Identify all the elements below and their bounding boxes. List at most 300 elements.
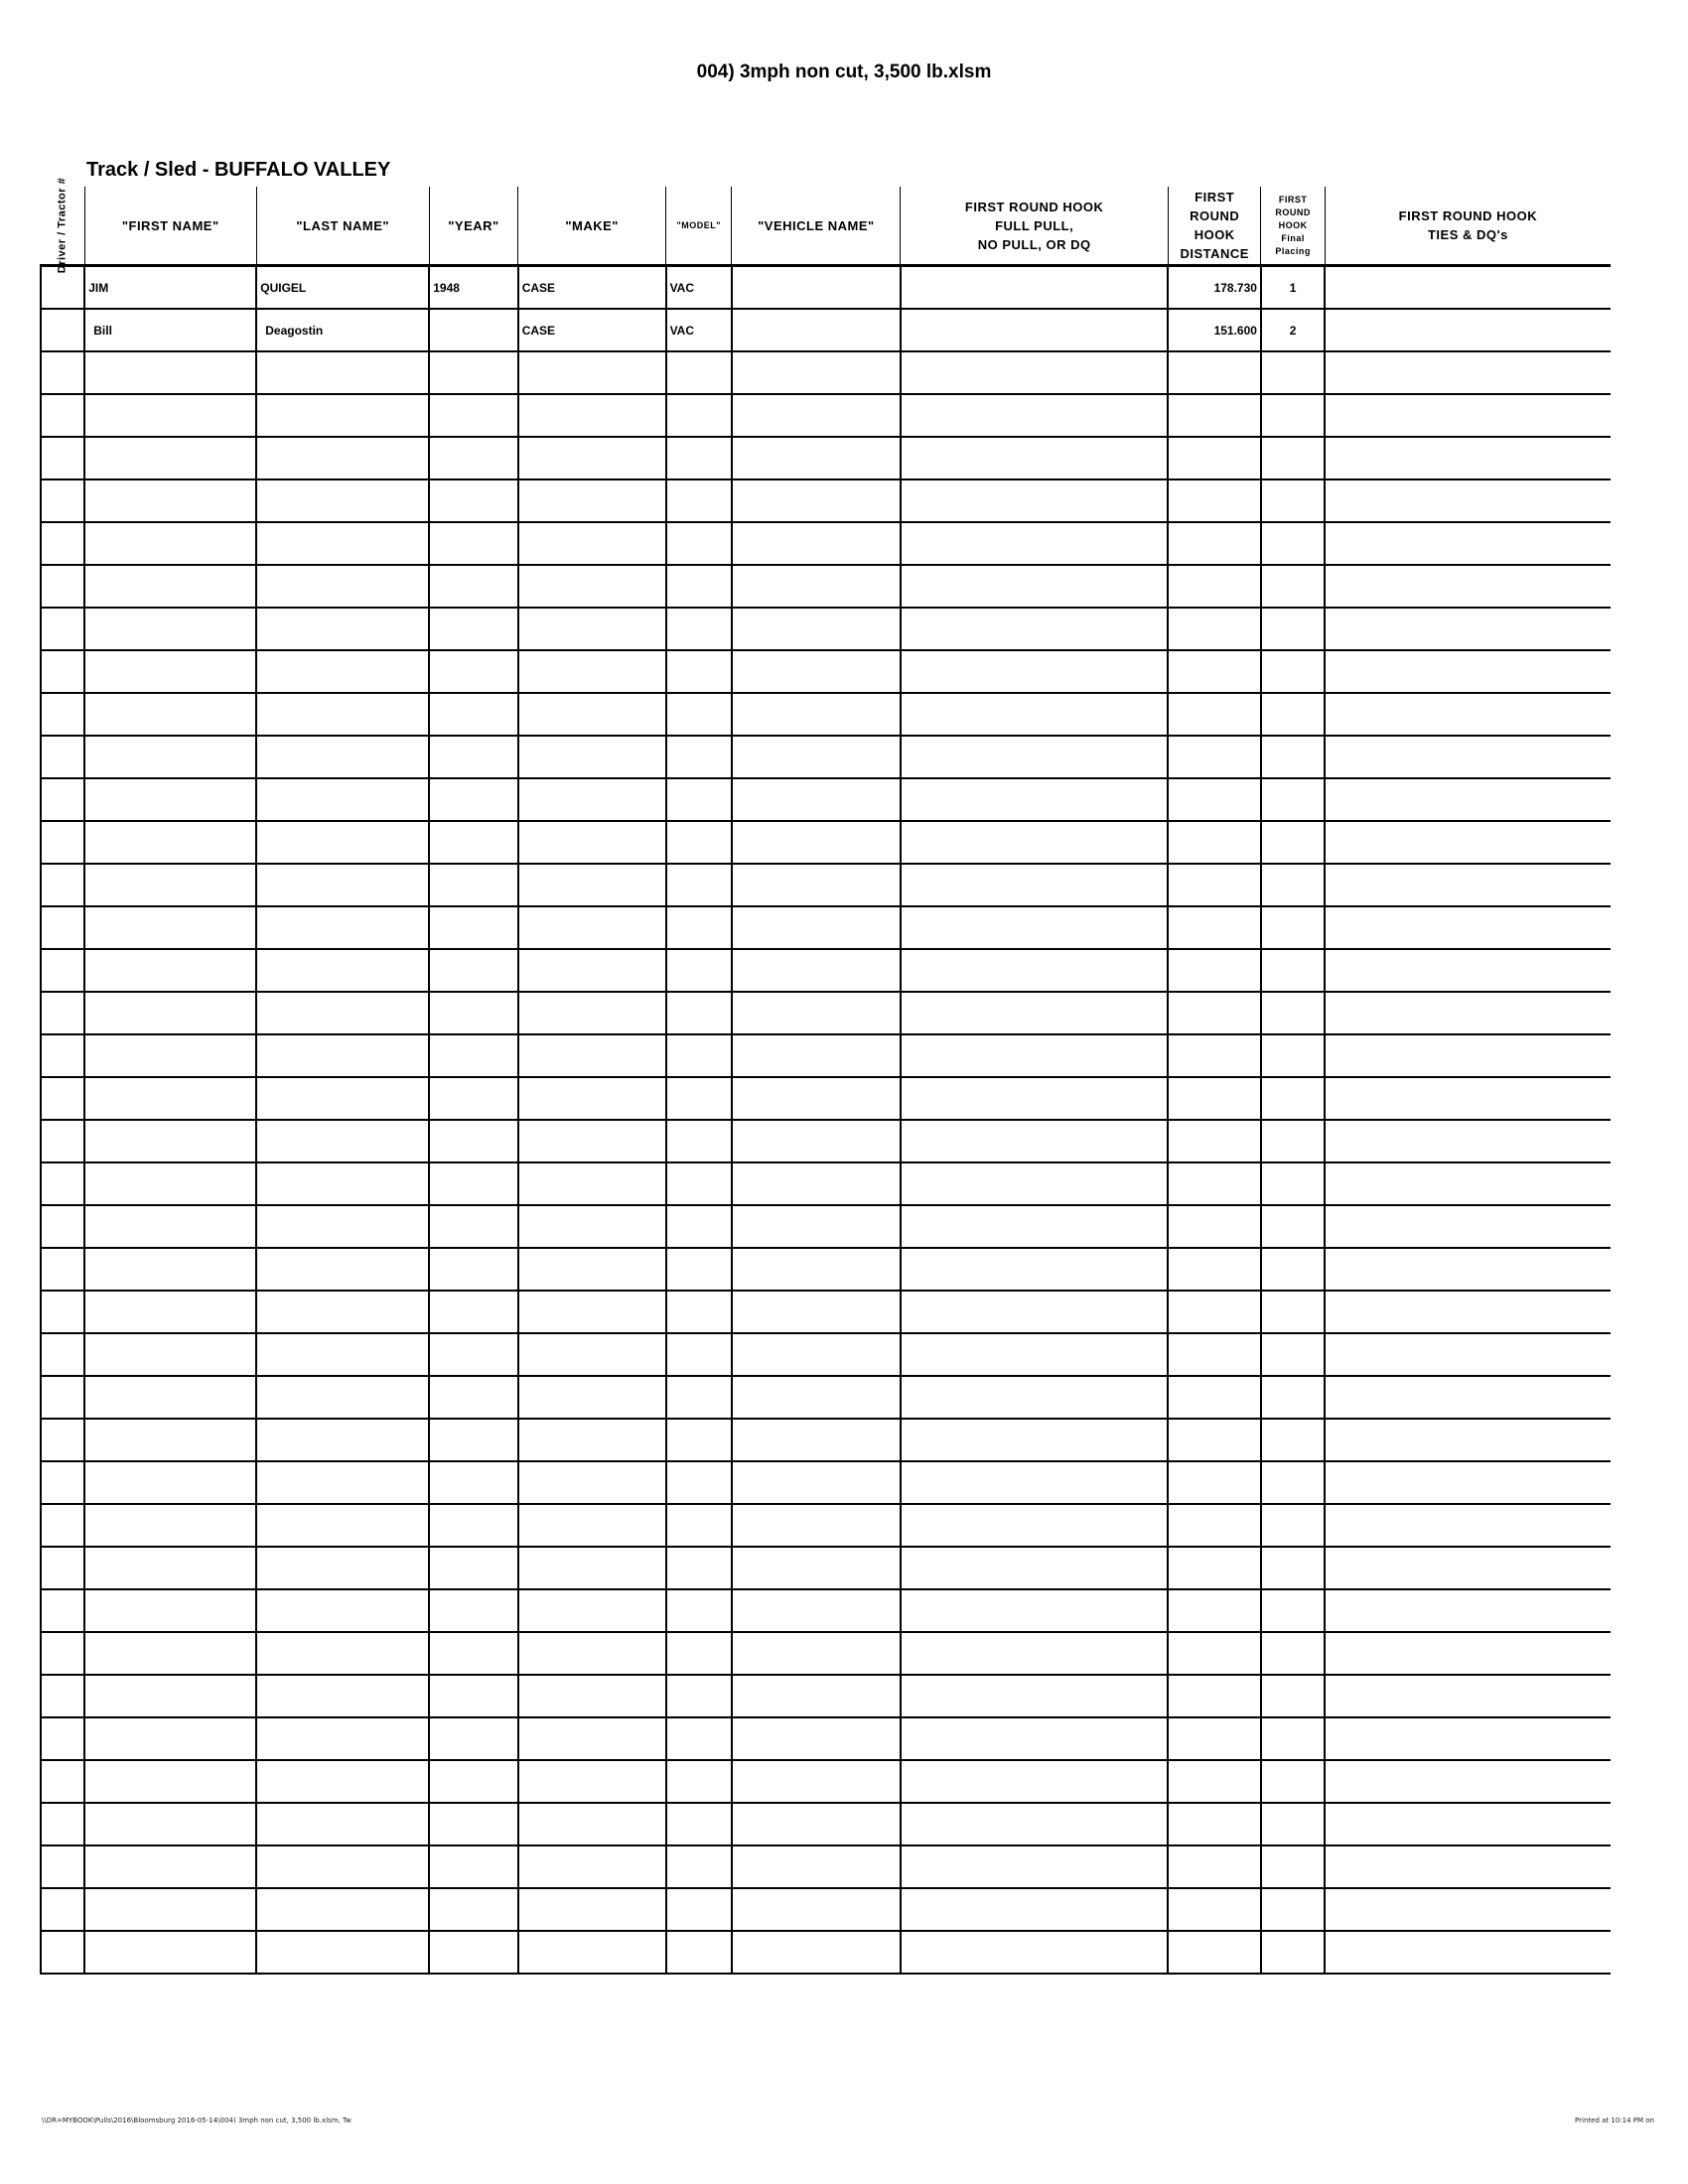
cell-driver [41,1845,84,1888]
cell-placing [1261,693,1325,736]
cell-first-name [84,1675,256,1717]
table-row [41,608,1611,650]
cell-placing [1261,394,1325,437]
header-distance-line: ROUND [1190,208,1240,223]
header-distance-line: DISTANCE [1180,246,1249,261]
header-distance-line: HOOK [1194,227,1235,242]
cell-model [666,1760,732,1803]
table-row [41,1162,1611,1205]
cell-first-name [84,821,256,864]
cell-last-name [256,1333,429,1376]
cell-year [429,1419,518,1461]
cell-distance [1168,736,1261,778]
cell-placing [1261,1205,1325,1248]
cell-driver [41,1461,84,1504]
cell-distance: 178.730 [1168,266,1261,310]
cell-hook-result [901,1162,1169,1205]
header-make: "MAKE" [518,187,666,266]
cell-last-name [256,1504,429,1547]
cell-distance [1168,778,1261,821]
cell-make [518,1760,666,1803]
cell-vehicle-name [732,1888,901,1931]
cell-first-name [84,650,256,693]
cell-model [666,650,732,693]
cell-last-name [256,1589,429,1632]
header-distance-line: FIRST [1195,190,1235,205]
cell-ties [1325,309,1611,351]
cell-ties [1325,522,1611,565]
cell-make [518,864,666,906]
cell-make [518,608,666,650]
cell-first-name [84,1547,256,1589]
cell-first-name [84,1931,256,1974]
cell-model [666,992,732,1034]
cell-year [429,1034,518,1077]
cell-hook-result [901,1461,1169,1504]
cell-driver [41,1205,84,1248]
cell-last-name [256,565,429,608]
cell-distance [1168,1461,1261,1504]
cell-vehicle-name [732,1589,901,1632]
cell-placing [1261,864,1325,906]
header-first-name: "FIRST NAME" [84,187,256,266]
cell-model [666,778,732,821]
cell-placing [1261,1931,1325,1974]
header-ties-dqs [1325,187,1611,266]
cell-make [518,437,666,479]
table-row [41,1504,1611,1547]
cell-placing [1261,1333,1325,1376]
cell-driver [41,1419,84,1461]
cell-last-name [256,949,429,992]
table-row [41,1803,1611,1845]
cell-hook-result [901,437,1169,479]
cell-year [429,351,518,394]
cell-distance [1168,1675,1261,1717]
cell-placing: 1 [1261,266,1325,310]
cell-vehicle-name [732,1632,901,1675]
cell-first-name [84,1632,256,1675]
table-row [41,1675,1611,1717]
cell-make [518,1675,666,1717]
cell-last-name [256,1248,429,1291]
cell-hook-result [901,1376,1169,1419]
cell-first-name [84,1120,256,1162]
cell-hook-result [901,1888,1169,1931]
cell-last-name [256,1931,429,1974]
cell-make [518,1504,666,1547]
cell-placing [1261,1717,1325,1760]
cell-placing [1261,437,1325,479]
table-row [41,437,1611,479]
cell-make [518,1376,666,1419]
cell-year [429,565,518,608]
table-row [41,1120,1611,1162]
cell-first-name [84,1205,256,1248]
cell-ties [1325,608,1611,650]
table-row [41,1845,1611,1888]
cell-last-name [256,522,429,565]
cell-last-name [256,394,429,437]
cell-driver [41,1547,84,1589]
cell-driver [41,1504,84,1547]
cell-hook-result [901,1547,1169,1589]
cell-hook-result [901,608,1169,650]
cell-make [518,1931,666,1974]
cell-placing [1261,565,1325,608]
cell-driver [41,1675,84,1717]
cell-hook-result [901,266,1169,310]
cell-last-name [256,821,429,864]
cell-ties [1325,1845,1611,1888]
cell-hook-result [901,1589,1169,1632]
cell-placing [1261,1547,1325,1589]
header-row [41,187,1611,266]
cell-placing [1261,1845,1325,1888]
cell-first-name [84,693,256,736]
cell-first-name [84,1589,256,1632]
cell-ties [1325,821,1611,864]
cell-vehicle-name [732,906,901,949]
cell-make [518,1077,666,1120]
cell-year [429,1291,518,1333]
header-hook-result-line: NO PULL, OR DQ [977,236,1091,252]
cell-first-name [84,1504,256,1547]
cell-hook-result [901,1333,1169,1376]
cell-first-name [84,864,256,906]
cell-ties [1325,479,1611,522]
cell-ties [1325,1547,1611,1589]
cell-make [518,1632,666,1675]
cell-year [429,864,518,906]
cell-ties [1325,992,1611,1034]
cell-ties [1325,650,1611,693]
cell-hook-result [901,1034,1169,1077]
cell-vehicle-name [732,1803,901,1845]
table-row [41,1632,1611,1675]
table-row [41,522,1611,565]
cell-hook-result [901,906,1169,949]
header-last-name: "LAST NAME" [256,187,429,266]
cell-year [429,1931,518,1974]
cell-driver [41,864,84,906]
cell-hook-result [901,1760,1169,1803]
cell-last-name [256,1291,429,1333]
cell-year [429,1717,518,1760]
cell-last-name [256,650,429,693]
cell-model [666,1077,732,1120]
cell-driver [41,351,84,394]
cell-vehicle-name [732,1120,901,1162]
cell-ties [1325,1717,1611,1760]
header-hook-result-line: FULL PULL, [995,217,1074,233]
cell-hook-result [901,1120,1169,1162]
cell-distance [1168,1931,1261,1974]
cell-make [518,906,666,949]
cell-driver [41,821,84,864]
table-row [41,1419,1611,1461]
cell-vehicle-name [732,693,901,736]
header-placing-line: ROUND [1275,206,1311,217]
cell-year [429,1205,518,1248]
table-row [41,479,1611,522]
cell-year [429,1675,518,1717]
cell-year [429,1461,518,1504]
cell-year [429,1888,518,1931]
cell-first-name [84,906,256,949]
cell-ties [1325,1803,1611,1845]
cell-ties [1325,1376,1611,1419]
cell-model [666,1632,732,1675]
cell-hook-result [901,351,1169,394]
cell-make [518,1461,666,1504]
cell-distance [1168,1760,1261,1803]
cell-driver [41,309,84,351]
cell-distance [1168,1803,1261,1845]
cell-make [518,351,666,394]
cell-first-name [84,351,256,394]
cell-hook-result [901,650,1169,693]
cell-year [429,1504,518,1547]
cell-vehicle-name [732,1504,901,1547]
cell-distance [1168,1333,1261,1376]
cell-first-name [84,1760,256,1803]
cell-placing [1261,1248,1325,1291]
cell-distance [1168,949,1261,992]
cell-distance [1168,1162,1261,1205]
cell-ties [1325,693,1611,736]
cell-hook-result [901,821,1169,864]
header-model: "MODEL" [666,187,732,266]
cell-distance [1168,1888,1261,1931]
table-row [41,1888,1611,1931]
cell-ties [1325,565,1611,608]
cell-placing [1261,1291,1325,1333]
cell-vehicle-name [732,1333,901,1376]
cell-hook-result [901,778,1169,821]
cell-driver [41,1717,84,1760]
table-row [41,650,1611,693]
cell-first-name [84,1845,256,1888]
cell-ties [1325,394,1611,437]
cell-hook-result [901,992,1169,1034]
cell-vehicle-name [732,778,901,821]
cell-make [518,1333,666,1376]
cell-hook-result [901,1717,1169,1760]
cell-model [666,693,732,736]
cell-placing [1261,650,1325,693]
cell-placing [1261,1888,1325,1931]
cell-first-name [84,1291,256,1333]
cell-vehicle-name [732,736,901,778]
cell-year [429,479,518,522]
cell-last-name [256,1675,429,1717]
cell-distance [1168,351,1261,394]
cell-year [429,992,518,1034]
header-ties-line: FIRST ROUND HOOK [1398,208,1538,223]
cell-vehicle-name [732,608,901,650]
cell-hook-result [901,1845,1169,1888]
cell-model [666,736,732,778]
table-row [41,394,1611,437]
cell-ties [1325,1162,1611,1205]
cell-driver [41,693,84,736]
cell-model [666,1333,732,1376]
cell-hook-result [901,693,1169,736]
cell-last-name [256,608,429,650]
cell-driver [41,1120,84,1162]
cell-first-name [84,479,256,522]
cell-driver [41,479,84,522]
document-title: 004) 3mph non cut, 3,500 lb.xlsm [696,62,992,82]
cell-distance [1168,1034,1261,1077]
cell-make [518,693,666,736]
cell-year [429,906,518,949]
cell-first-name [84,1376,256,1419]
cell-first-name [84,1162,256,1205]
cell-distance [1168,479,1261,522]
table-row [41,906,1611,949]
table-row [41,864,1611,906]
cell-first-name [84,736,256,778]
cell-placing [1261,1760,1325,1803]
cell-distance [1168,1632,1261,1675]
table-row [41,1077,1611,1120]
cell-model [666,1931,732,1974]
table-row [41,565,1611,608]
cell-placing [1261,1419,1325,1461]
cell-last-name [256,1376,429,1419]
cell-year [429,1760,518,1803]
cell-hook-result [901,864,1169,906]
cell-ties [1325,351,1611,394]
cell-ties [1325,949,1611,992]
cell-year [429,394,518,437]
cell-hook-result [901,479,1169,522]
table-row [41,1717,1611,1760]
cell-make [518,1888,666,1931]
cell-ties [1325,266,1611,310]
cell-make [518,394,666,437]
cell-year [429,1632,518,1675]
cell-driver [41,1760,84,1803]
footer-file-path: \\DR=MYBOOK\Pulls\2016\Bloomsburg 2016-05-14\004) 3mph non cut, 3,500 lb.xlsm, Tw [42,2116,352,2124]
cell-vehicle-name [732,1931,901,1974]
cell-vehicle-name [732,1034,901,1077]
cell-first-name [84,992,256,1034]
cell-make [518,1803,666,1845]
table-row [41,992,1611,1034]
cell-driver [41,1632,84,1675]
cell-ties [1325,1589,1611,1632]
cell-make [518,479,666,522]
cell-model [666,1162,732,1205]
cell-distance: 151.600 [1168,309,1261,351]
cell-last-name [256,1845,429,1888]
cell-first-name [84,522,256,565]
cell-make [518,821,666,864]
cell-model [666,1461,732,1504]
cell-make: CASE [518,309,666,351]
cell-year [429,1845,518,1888]
cell-hook-result [901,1248,1169,1291]
header-distance [1168,187,1261,266]
cell-placing [1261,906,1325,949]
cell-placing [1261,949,1325,992]
cell-vehicle-name [732,522,901,565]
cell-driver [41,437,84,479]
cell-last-name: Deagostin [256,309,429,351]
cell-last-name [256,736,429,778]
cell-vehicle-name [732,1547,901,1589]
cell-driver [41,1589,84,1632]
cell-model [666,821,732,864]
cell-placing [1261,1461,1325,1504]
header-year: "YEAR" [429,187,518,266]
cell-ties [1325,1333,1611,1376]
cell-year [429,1547,518,1589]
cell-hook-result [901,1675,1169,1717]
cell-first-name [84,608,256,650]
cell-placing [1261,1077,1325,1120]
cell-year [429,1333,518,1376]
cell-placing [1261,1504,1325,1547]
cell-distance [1168,1205,1261,1248]
header-placing [1261,187,1325,266]
cell-ties [1325,1034,1611,1077]
cell-ties [1325,906,1611,949]
cell-last-name [256,1162,429,1205]
cell-model [666,565,732,608]
header-hook-result-line: FIRST ROUND HOOK [964,199,1104,214]
cell-distance [1168,992,1261,1034]
cell-make [518,1120,666,1162]
cell-last-name [256,1547,429,1589]
header-placing-line: FIRST [1278,194,1308,205]
cell-ties [1325,864,1611,906]
cell-make [518,1845,666,1888]
cell-distance [1168,1248,1261,1291]
sheet-title: Track / Sled - BUFFALO VALLEY [86,159,391,181]
cell-vehicle-name [732,949,901,992]
cell-vehicle-name [732,394,901,437]
cell-vehicle-name [732,1162,901,1205]
cell-vehicle-name [732,266,901,310]
cell-model: VAC [666,266,732,310]
cell-year [429,650,518,693]
cell-ties [1325,1291,1611,1333]
cell-vehicle-name [732,1376,901,1419]
cell-model [666,608,732,650]
cell-year [429,1120,518,1162]
cell-last-name [256,693,429,736]
cell-year [429,1248,518,1291]
cell-model [666,437,732,479]
cell-year [429,1376,518,1419]
cell-year [429,736,518,778]
cell-hook-result [901,1419,1169,1461]
cell-ties [1325,736,1611,778]
cell-make [518,1291,666,1333]
cell-hook-result [901,565,1169,608]
cell-hook-result [901,1291,1169,1333]
cell-ties [1325,778,1611,821]
cell-first-name [84,437,256,479]
cell-distance [1168,1120,1261,1162]
cell-ties [1325,1888,1611,1931]
cell-ties [1325,1675,1611,1717]
cell-model [666,864,732,906]
